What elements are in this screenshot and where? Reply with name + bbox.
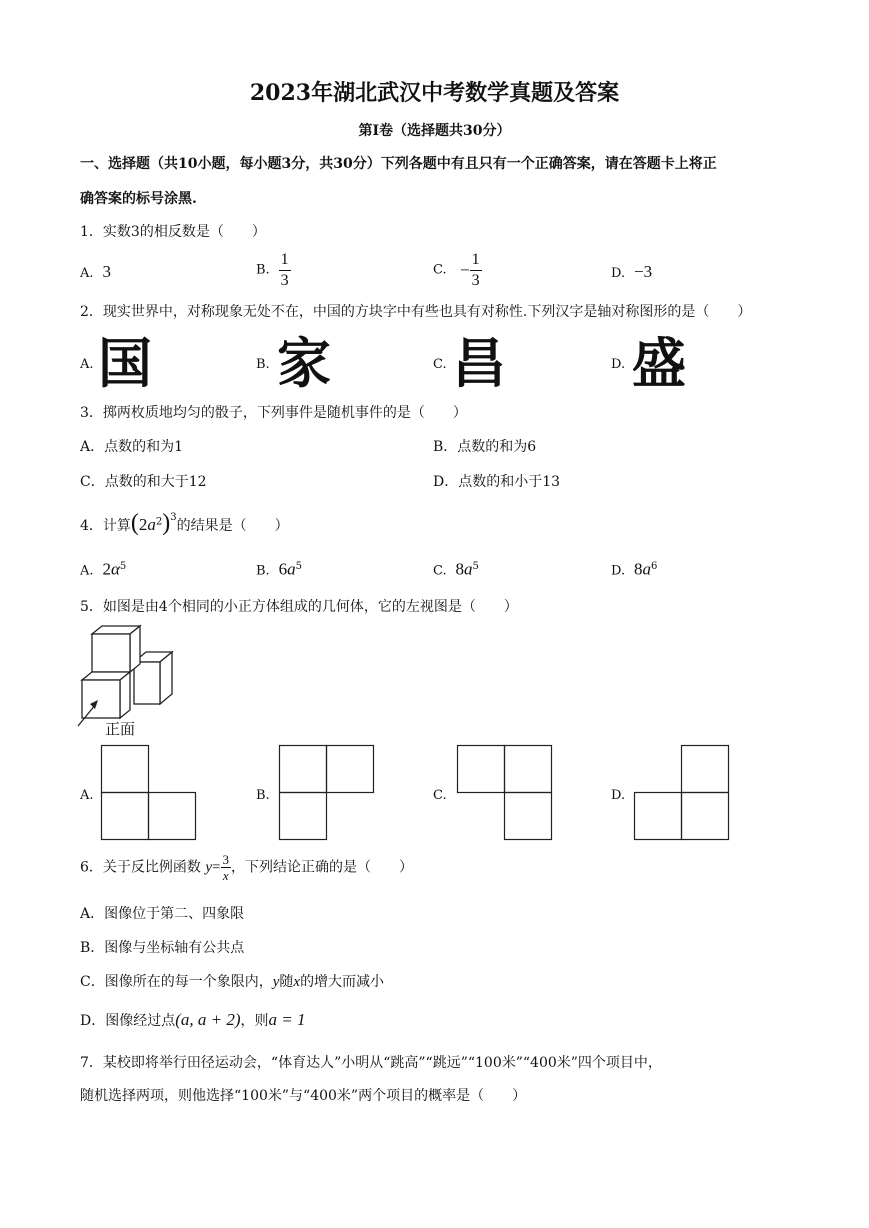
q4-d-exp: 6 bbox=[651, 561, 658, 572]
q1-option-d bbox=[611, 262, 652, 284]
q6-func-y: y bbox=[205, 859, 213, 876]
q4-c-exp: 5 bbox=[472, 561, 479, 572]
q1-b-num: 1 bbox=[279, 250, 291, 271]
q2-stem: 2．现实世界中，对称现象无处不在，中国的方块字中有些也具有对称性.下列汉字是轴对称图形的是（ ） bbox=[80, 304, 752, 320]
q1-c-label: C. bbox=[433, 262, 447, 278]
q1-d-label: D. bbox=[611, 266, 626, 281]
q4-open-paren: ( bbox=[130, 510, 139, 536]
q3-option-d: D．点数的和小于13 bbox=[433, 474, 561, 490]
q2-b-label: B. bbox=[256, 357, 270, 372]
q1-b-fraction bbox=[279, 250, 291, 291]
q4-close-paren: ) bbox=[162, 510, 171, 536]
q4-var: a bbox=[147, 515, 156, 534]
q4-b-exp: 5 bbox=[295, 561, 302, 572]
q1-option-a bbox=[80, 262, 111, 284]
q5-option-c-figure bbox=[457, 745, 554, 842]
q5-option-b-figure bbox=[279, 745, 376, 842]
q1-d-value: −3 bbox=[634, 262, 653, 281]
q3-option-b: B．点数的和为6 bbox=[433, 439, 537, 455]
q1-c-den: 3 bbox=[471, 272, 480, 289]
q6-stem bbox=[80, 852, 413, 883]
q6-stem-pre: 6．关于反比例函数 bbox=[80, 859, 201, 876]
q5-a-label: A. bbox=[80, 788, 94, 803]
q4-a-coef: 2 bbox=[102, 559, 111, 579]
q5-option-a-figure bbox=[101, 745, 198, 842]
q6-option-c bbox=[80, 972, 384, 992]
q6-stem-post: ，下列结论正确的是（ ） bbox=[231, 859, 414, 876]
q5-c-label: C. bbox=[433, 788, 447, 803]
q1-stem: 1．实数3的相反数是（ ） bbox=[80, 224, 266, 240]
q4-option-c bbox=[433, 557, 479, 582]
q2-d-character: 盛 bbox=[632, 332, 686, 395]
q4-coef: 2 bbox=[138, 515, 148, 534]
q6-c-y: y bbox=[272, 974, 280, 990]
q2-d-label: D. bbox=[611, 357, 626, 372]
q4-stem bbox=[80, 508, 289, 536]
q5-option-d-figure bbox=[634, 745, 731, 842]
q6-c-post: 的增大而减小 bbox=[300, 974, 385, 990]
section-intro-line1: 一、选择题（共10小题，每小题3分，共30分）下列各题中有且只有一个正确答案，请在答题卡上将正 bbox=[80, 156, 717, 172]
section-subtitle: 第Ⅰ卷（选择题共30分） bbox=[358, 123, 511, 139]
q4-d-var: a bbox=[642, 559, 651, 579]
q6-d-point: (a, a + 2) bbox=[175, 1010, 241, 1029]
q6-c-pre: C．图像所在的每一个象限内， bbox=[80, 974, 273, 990]
q1-c-sign: − bbox=[459, 260, 470, 280]
q6-func-fraction bbox=[221, 852, 232, 883]
q6-d-mid: ，则 bbox=[240, 1013, 269, 1029]
q6-c-x: x bbox=[293, 974, 301, 990]
q3-option-c: C．点数的和大于12 bbox=[80, 474, 207, 490]
q4-b-label: B. bbox=[256, 563, 270, 579]
q4-stem-post: 的结果是（ ） bbox=[176, 518, 289, 534]
q2-a-label: A. bbox=[80, 357, 94, 372]
q6-func-eq: = bbox=[212, 859, 221, 876]
q2-c-character: 昌 bbox=[452, 332, 506, 395]
q5-stem: 5．如图是由4个相同的小正方体组成的几何体，它的左视图是（ ） bbox=[80, 599, 518, 615]
q6-d-eq: a = 1 bbox=[268, 1010, 306, 1029]
q4-b-var: a bbox=[287, 559, 296, 579]
q6-func-num: 3 bbox=[222, 852, 230, 867]
q4-d-label: D. bbox=[611, 563, 626, 579]
page-title: 2023年湖北武汉中考数学真题及答案 bbox=[249, 80, 620, 106]
q4-a-label: A. bbox=[80, 563, 94, 579]
q2-b-character: 家 bbox=[277, 332, 331, 395]
q1-b-den: 3 bbox=[280, 272, 289, 289]
q4-option-d bbox=[611, 557, 657, 582]
q7-line2: 随机选择两项，则他选择“100米”与“400米”两个项目的概率是（ ） bbox=[80, 1088, 527, 1104]
q2-a-character: 国 bbox=[98, 332, 152, 395]
q4-d-coef: 8 bbox=[634, 559, 643, 579]
q1-a-label: A. bbox=[80, 266, 94, 281]
q4-c-coef: 8 bbox=[455, 559, 465, 579]
q7-line1: 7．某校即将举行田径运动会，“体育达人”小明从“跳高”“跳远”“100米”“400米”四个项目中， bbox=[80, 1055, 662, 1071]
q1-a-value: 3 bbox=[102, 262, 111, 281]
q6-func-den: x bbox=[222, 868, 229, 883]
q4-option-b bbox=[256, 557, 302, 582]
section-intro-line2: 确答案的标号涂黑. bbox=[80, 191, 197, 207]
q5-figure-caption: 正面 bbox=[105, 720, 136, 738]
q3-option-a: A．点数的和为1 bbox=[80, 439, 184, 455]
q4-b-coef: 6 bbox=[278, 559, 288, 579]
q1-c-num: 1 bbox=[470, 250, 482, 271]
q6-option-b: B．图像与坐标轴有公共点 bbox=[80, 940, 245, 956]
q5-d-label: D. bbox=[611, 788, 626, 803]
q6-c-mid: 随 bbox=[279, 974, 294, 990]
q1-c-fraction bbox=[470, 250, 482, 291]
q4-c-label: C. bbox=[433, 563, 447, 579]
q1-b-label: B. bbox=[256, 262, 270, 278]
q4-inner-exp: 2 bbox=[155, 516, 163, 528]
q4-option-a bbox=[80, 557, 126, 582]
q4-stem-pre: 4．计算 bbox=[80, 518, 131, 534]
q4-a-var: α bbox=[110, 559, 120, 579]
q5-b-label: B. bbox=[256, 788, 270, 803]
q6-d-pre: D．图像经过点 bbox=[80, 1013, 176, 1029]
q1-option-b bbox=[256, 250, 291, 291]
q6-option-a: A．图像位于第二、四象限 bbox=[80, 906, 245, 922]
q4-a-exp: 5 bbox=[119, 561, 127, 572]
q2-c-label: C. bbox=[433, 357, 447, 372]
q6-option-d bbox=[80, 1010, 306, 1031]
q1-option-c bbox=[433, 250, 482, 291]
q4-c-var: a bbox=[464, 559, 473, 579]
q4-outer-exp: 3 bbox=[170, 512, 177, 523]
q3-stem: 3．掷两枚质地均匀的骰子，下列事件是随机事件的是（ ） bbox=[80, 405, 467, 421]
